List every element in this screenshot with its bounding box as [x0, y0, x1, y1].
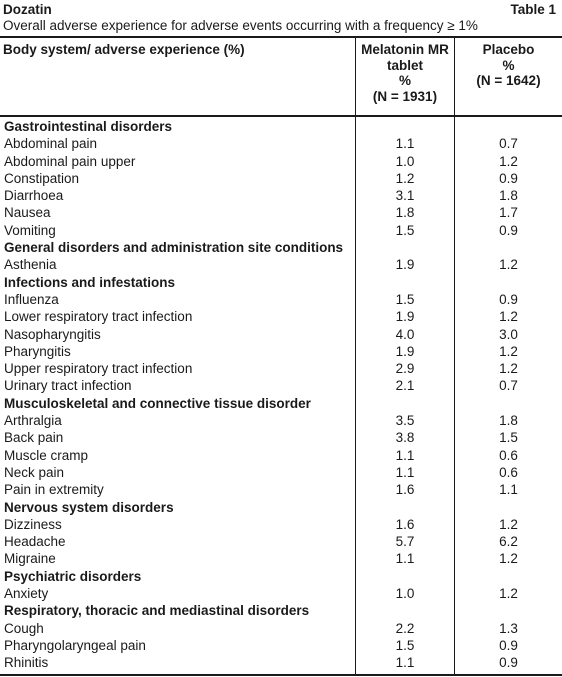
- adverse-event-label: Pharyngolaryngeal pain: [4, 637, 146, 653]
- column-header-line: (N = 1642): [476, 73, 541, 88]
- melatonin-value: 2.2: [395, 620, 415, 636]
- melatonin-value: 4.0: [395, 326, 415, 342]
- placebo-value: 1.2: [499, 516, 518, 532]
- placebo-value: 0.9: [499, 291, 518, 307]
- melatonin-value: 1.1: [395, 551, 415, 567]
- category-row: [0, 499, 562, 516]
- melatonin-value: 2.9: [395, 361, 415, 377]
- adverse-event-label: Dizziness: [4, 516, 62, 532]
- adverse-event-label: Cough: [4, 620, 44, 636]
- category-row: [0, 239, 562, 256]
- placebo-value: 1.2: [499, 153, 518, 169]
- adverse-event-label: Upper respiratory tract infection: [4, 361, 193, 377]
- category-label: Musculoskeletal and connective tissue disorder: [4, 395, 311, 411]
- placebo-value: 1.2: [499, 551, 518, 567]
- adverse-event-label: Pharyngitis: [4, 343, 71, 359]
- table-row: [0, 637, 562, 654]
- table-row: [0, 308, 562, 325]
- placebo-value: 1.1: [499, 482, 518, 498]
- melatonin-value: 1.9: [395, 309, 415, 325]
- adverse-event-label: Abdominal pain upper: [4, 153, 136, 169]
- adverse-event-label: Vomiting: [4, 222, 56, 238]
- melatonin-value: 1.1: [395, 447, 415, 463]
- category-row: [0, 118, 562, 135]
- melatonin-value: 1.2: [395, 170, 415, 186]
- melatonin-value: 1.8: [395, 205, 415, 221]
- table-row: [0, 204, 562, 221]
- table-row: [0, 153, 562, 170]
- column-header-melatonin: [356, 42, 454, 104]
- category-label: Nervous system disorders: [4, 499, 174, 515]
- category-label: Infections and infestations: [4, 274, 176, 290]
- table-number: Table 1: [510, 2, 556, 17]
- header-rule: [0, 115, 562, 117]
- placebo-value: 0.9: [499, 655, 518, 671]
- melatonin-value: 3.1: [395, 188, 415, 204]
- melatonin-value: 5.7: [395, 534, 415, 550]
- adverse-event-label: Urinary tract infection: [4, 378, 132, 394]
- column-header-line: (N = 1931): [372, 88, 438, 104]
- table-row: [0, 222, 562, 239]
- table-row: [0, 585, 562, 602]
- column-header-line: Placebo: [482, 42, 535, 57]
- table-row: [0, 516, 562, 533]
- melatonin-value: 1.6: [395, 482, 415, 498]
- placebo-value: 6.2: [499, 534, 518, 550]
- placebo-value: 1.2: [499, 586, 518, 602]
- table-row: [0, 429, 562, 446]
- table-row: [0, 343, 562, 360]
- placebo-value: 3.0: [499, 326, 518, 342]
- top-rule: [0, 36, 562, 38]
- table-row: [0, 326, 562, 343]
- adverse-event-label: Headache: [4, 534, 66, 550]
- adverse-event-label: Constipation: [4, 170, 80, 186]
- adverse-event-label: Influenza: [4, 291, 59, 307]
- table-row: [0, 187, 562, 204]
- table-header: [3, 2, 559, 34]
- placebo-value: 0.9: [499, 637, 518, 653]
- placebo-value: 1.5: [499, 430, 518, 446]
- placebo-value: 1.8: [499, 188, 518, 204]
- melatonin-value: 1.5: [395, 291, 415, 307]
- placebo-value: 1.2: [499, 257, 518, 273]
- table-body: [0, 118, 562, 672]
- adverse-event-label: Diarrhoea: [4, 188, 64, 204]
- adverse-event-label: Nausea: [4, 205, 51, 221]
- placebo-value: 1.2: [499, 343, 518, 359]
- column-header-line: tablet: [386, 57, 423, 73]
- placebo-value: 1.8: [499, 413, 518, 429]
- adverse-event-label: Back pain: [4, 430, 64, 446]
- placebo-value: 0.6: [499, 447, 518, 463]
- adverse-event-label: Abdominal pain: [4, 136, 98, 152]
- adverse-event-label: Arthralgia: [4, 413, 62, 429]
- table-row: [0, 654, 562, 671]
- melatonin-value: 2.1: [395, 378, 415, 394]
- melatonin-value: 1.5: [395, 222, 415, 238]
- brand-name: Dozatin: [3, 2, 52, 17]
- melatonin-value: 1.6: [395, 516, 415, 532]
- placebo-value: 0.7: [499, 378, 518, 394]
- adverse-event-label: Neck pain: [4, 464, 65, 480]
- melatonin-value: 3.8: [395, 430, 415, 446]
- adverse-event-label: Anxiety: [4, 586, 49, 602]
- table-row: [0, 360, 562, 377]
- melatonin-value: 1.9: [395, 257, 415, 273]
- category-row: [0, 274, 562, 291]
- column-header-body-system: Body system/ adverse experience (%): [3, 42, 245, 57]
- placebo-value: 1.2: [499, 309, 518, 325]
- category-row: [0, 602, 562, 619]
- melatonin-value: 1.0: [395, 153, 415, 169]
- adverse-event-label: Asthenia: [4, 257, 57, 273]
- table-row: [0, 135, 562, 152]
- placebo-value: 0.9: [499, 170, 518, 186]
- table-row: [0, 291, 562, 308]
- column-header-placebo: [455, 42, 562, 89]
- placebo-value: 1.2: [499, 361, 518, 377]
- table-row: [0, 447, 562, 464]
- table-row: [0, 533, 562, 550]
- adverse-event-label: Rhinitis: [4, 655, 49, 671]
- table-row: [0, 620, 562, 637]
- melatonin-value: 1.1: [395, 655, 415, 671]
- category-label: Gastrointestinal disorders: [4, 119, 173, 134]
- table-row: [0, 170, 562, 187]
- category-label: Psychiatric disorders: [4, 568, 142, 584]
- adverse-event-label: Muscle cramp: [4, 447, 89, 463]
- column-header-line: Melatonin MR: [361, 42, 449, 57]
- bottom-rule: [0, 674, 562, 676]
- adverse-event-label: Nasopharyngitis: [4, 326, 101, 342]
- column-header-line: %: [398, 73, 411, 88]
- category-row: [0, 395, 562, 412]
- table-row: [0, 377, 562, 394]
- adverse-event-label: Migraine: [4, 551, 56, 567]
- melatonin-value: 1.9: [395, 343, 415, 359]
- melatonin-value: 1.1: [395, 464, 415, 480]
- placebo-value: 0.9: [499, 222, 518, 238]
- placebo-value: 0.7: [499, 136, 518, 152]
- table-row: [0, 550, 562, 567]
- melatonin-value: 1.5: [395, 637, 415, 653]
- category-row: [0, 568, 562, 585]
- placebo-value: 1.3: [499, 620, 518, 636]
- adverse-event-label: Lower respiratory tract infection: [4, 309, 193, 325]
- melatonin-value: 1.1: [395, 136, 415, 152]
- column-header-line: %: [502, 57, 515, 73]
- table-row: [0, 481, 562, 498]
- table-row: [0, 256, 562, 273]
- placebo-value: 1.7: [499, 205, 518, 221]
- category-label: General disorders and administration site conditions: [4, 240, 344, 256]
- adverse-event-label: Pain in extremity: [4, 482, 104, 498]
- table-row: [0, 464, 562, 481]
- table-subtitle: Overall adverse experience for adverse events occurring with a frequency ≥ 1%: [3, 18, 478, 33]
- melatonin-value: 1.0: [395, 586, 415, 602]
- melatonin-value: 3.5: [395, 413, 415, 429]
- placebo-value: 0.6: [499, 464, 518, 480]
- category-label: Respiratory, thoracic and mediastinal disorders: [4, 603, 310, 619]
- table-row: [0, 412, 562, 429]
